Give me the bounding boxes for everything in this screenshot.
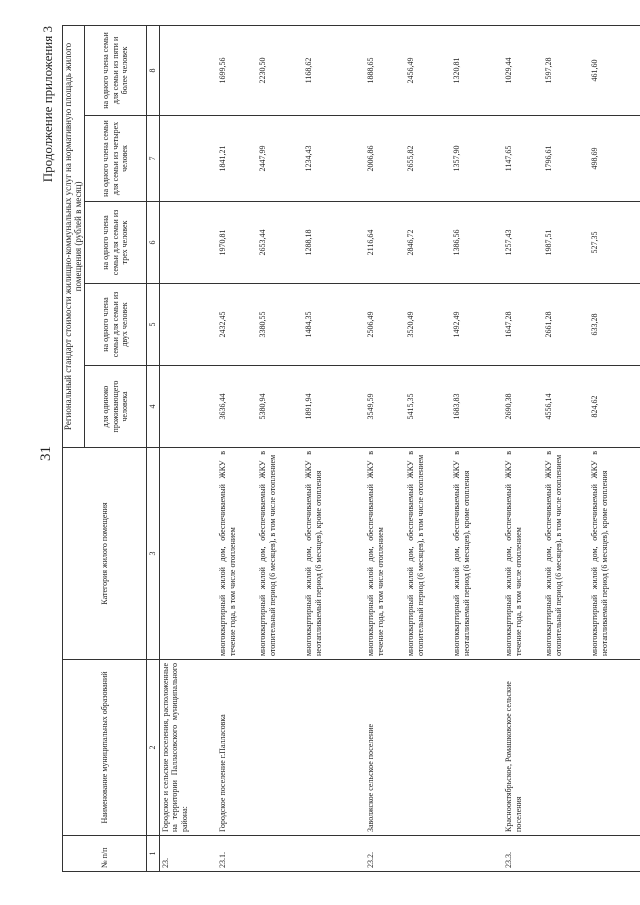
row-value: 2661,28 (543, 284, 589, 366)
row-value: 1891,94 (303, 366, 365, 448)
table-row (365, 25, 405, 871)
row-value: 2506,49 (365, 284, 405, 366)
row-value: 3636,44 (217, 366, 257, 448)
row-name (257, 660, 303, 836)
col-header-name: Наименование муниципальных образований (63, 660, 147, 836)
row-number: 23.3. (503, 836, 543, 872)
row-name: Заволжское сельское поселение (365, 660, 405, 836)
row-value: 1597,28 (543, 25, 589, 115)
row-name: Городское поселение г.Палласовка (217, 660, 257, 836)
col-header-sub: на одного члена семьи для семьи из двух человек (85, 284, 147, 366)
row-value: 5415,35 (405, 366, 451, 448)
row-category: многоквартирный жилой дом, обеспечиваемый ЖКУ в течение года, в том числе отоплением (365, 448, 405, 660)
row-value: 3380,55 (257, 284, 303, 366)
column-number: 4 (147, 366, 160, 448)
row-category: многоквартирный жилой дом, обеспечиваемый ЖКУ в неотапливаемый период (6 месяцев), кроме отопления (303, 448, 365, 660)
table-row (589, 25, 640, 871)
row-value: 1987,51 (543, 202, 589, 284)
row-value: 2006,86 (365, 116, 405, 202)
row-value: 1147,65 (503, 116, 543, 202)
column-number: 1 (147, 836, 160, 872)
table-row (405, 25, 451, 871)
row-value: 1683,83 (451, 366, 503, 448)
column-number: 2 (147, 660, 160, 836)
row-value: 2690,38 (503, 366, 543, 448)
table-row (303, 25, 365, 871)
row-value: 2456,49 (405, 25, 451, 115)
row-category: многоквартирный жилой дом, обеспечиваемый ЖКУ в неотапливаемый период (6 месяцев), кроме отопления (451, 448, 503, 660)
row-name (543, 660, 589, 836)
row-name (451, 660, 503, 836)
row-value: 2432,45 (217, 284, 257, 366)
row-number: 23.1. (217, 836, 257, 872)
row-value: 2655,82 (405, 116, 451, 202)
row-category: многоквартирный жилой дом, обеспечиваемый ЖКУ в течение года, в том числе отоплением (217, 448, 257, 660)
col-header-category: Категория жилого помещения (63, 448, 147, 660)
page-number: 31 (37, 445, 54, 461)
row-category: многоквартирный жилой дом, обеспечиваемый ЖКУ в неотапливаемый период (6 месяцев), кроме отопления (589, 448, 640, 660)
row-value: 1484,35 (303, 284, 365, 366)
row-number (257, 836, 303, 872)
section-number: 23. (159, 836, 217, 872)
row-number: 23.2. (365, 836, 405, 872)
row-name (303, 660, 365, 836)
row-value: 2116,64 (365, 202, 405, 284)
col-header-sub: на одного члена семьи для семьи из четырех человек (85, 116, 147, 202)
row-value: 1029,44 (503, 25, 543, 115)
column-number: 7 (147, 116, 160, 202)
row-value: 1386,56 (451, 202, 503, 284)
row-name (589, 660, 640, 836)
row-value: 1288,18 (303, 202, 365, 284)
row-number (451, 836, 503, 872)
appendix-label: Продолжение приложения 3 (40, 26, 55, 183)
row-value: 633,28 (589, 284, 640, 366)
row-number (405, 836, 451, 872)
col-header-group: Региональный стандарт стоимости жилищно-коммунальных услуг на нормативную площадь жилого помещения (рублей в месяц) (63, 25, 85, 447)
row-number (589, 836, 640, 872)
row-value: 2230,50 (257, 25, 303, 115)
row-value: 2846,72 (405, 202, 451, 284)
row-value: 2447,99 (257, 116, 303, 202)
row-value: 498,69 (589, 116, 640, 202)
row-value: 1357,90 (451, 116, 503, 202)
col-header-sub: для одиноко проживающего человека (85, 366, 147, 448)
row-value: 1492,49 (451, 284, 503, 366)
row-value: 5380,94 (257, 366, 303, 448)
row-value: 4556,14 (543, 366, 589, 448)
rotated-page (38, 26, 630, 872)
col-header-sub: на одного члена семьи для семьи из трех человек (85, 202, 147, 284)
table-row (217, 25, 257, 871)
col-header-num: № п/п (63, 836, 147, 872)
row-value: 1234,43 (303, 116, 365, 202)
row-number (303, 836, 365, 872)
row-value: 1320,81 (451, 25, 503, 115)
row-value: 1888,65 (365, 25, 405, 115)
table-row (543, 25, 589, 871)
row-value: 3520,49 (405, 284, 451, 366)
row-value: 1841,21 (217, 116, 257, 202)
housing-standard-table (62, 25, 640, 872)
table-row (451, 25, 503, 871)
row-value: 2653,44 (257, 202, 303, 284)
row-name: Краснооктябрьское, Ромашковское сельские поселения (503, 660, 543, 836)
row-name (405, 660, 451, 836)
table-row (257, 25, 303, 871)
row-category: многоквартирный жилой дом, обеспечиваемый ЖКУ в отопительный период (6 месяцев), в том числе отоплением (257, 448, 303, 660)
header-row-1 (63, 25, 85, 871)
row-category: многоквартирный жилой дом, обеспечиваемый ЖКУ в течение года, в том числе отоплением (503, 448, 543, 660)
column-number: 6 (147, 202, 160, 284)
column-number: 3 (147, 448, 160, 660)
row-value: 527,35 (589, 202, 640, 284)
row-category: многоквартирный жилой дом, обеспечиваемый ЖКУ в отопительный период (6 месяцев), в том числе отоплением (405, 448, 451, 660)
column-number: 8 (147, 25, 160, 115)
column-number: 5 (147, 284, 160, 366)
section-row (159, 25, 217, 871)
row-number (543, 836, 589, 872)
section-name: Городское и сельские поселения, расположенные на территории Палласовского муниципального района: (159, 660, 217, 836)
row-value: 1257,43 (503, 202, 543, 284)
row-value: 461,60 (589, 25, 640, 115)
row-value: 3549,59 (365, 366, 405, 448)
row-value: 1699,56 (217, 25, 257, 115)
row-value: 824,62 (589, 366, 640, 448)
table-row (503, 25, 543, 871)
row-value: 1796,61 (543, 116, 589, 202)
row-value: 1970,81 (217, 202, 257, 284)
row-value: 1647,28 (503, 284, 543, 366)
row-value: 1168,62 (303, 25, 365, 115)
row-category: многоквартирный жилой дом, обеспечиваемый ЖКУ в отопительный период (6 месяцев), в том числе отоплением (543, 448, 589, 660)
column-number-row (147, 25, 160, 871)
col-header-sub: на одного члена семьи для семьи из пяти и более человек (85, 25, 147, 115)
